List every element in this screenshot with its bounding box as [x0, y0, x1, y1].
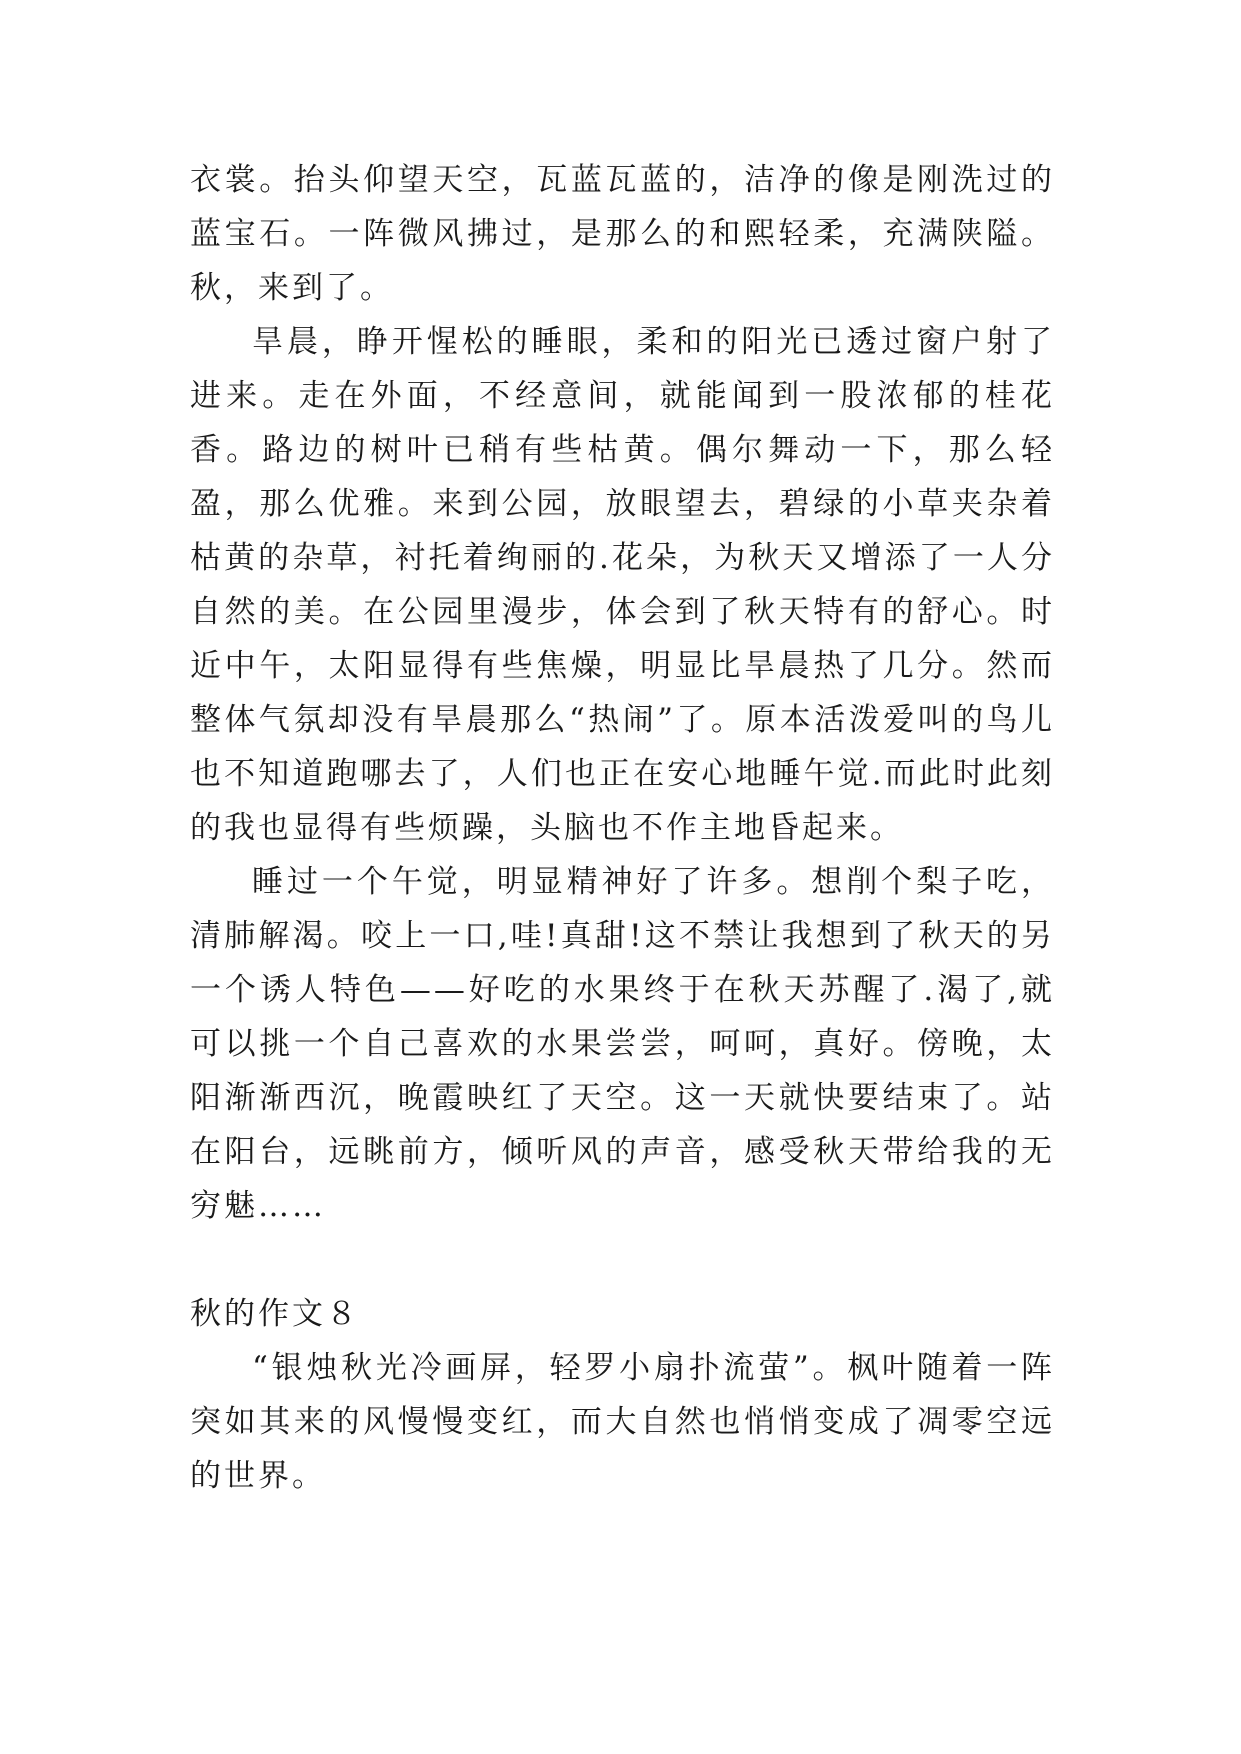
paragraph-afternoon-evening: 睡过一个午觉，明显精神好了许多。想削个梨子吃，清肺解渴。咬上一口,哇!真甜!这不禁让我想到了秋天的另一个诱人特色——好吃的水果终于在秋天苏醒了.渴了,就可以挑一个自己喜欢的水果尝尝，呵呵，真好。傍晚，太阳渐渐西沉，晚霞映红了天空。这一天就快要结束了。站在阳台，远眺前方，倾听风的声音，感受秋天带给我的无穷魅……	[190, 864, 1055, 1224]
paragraph-continuation: 衣裳。抬头仰望天空，瓦蓝瓦蓝的，洁净的像是刚洗过的蓝宝石。一阵微风拂过，是那么的和熙轻柔，充满陕隘。秋，来到了。	[190, 162, 1055, 306]
document-body	[190, 153, 1055, 1503]
section-heading: 秋的作文８	[190, 1296, 360, 1332]
paragraph-morning-noon: 旱晨，睁开惺松的睡眼，柔和的阳光已透过窗户射了进来。走在外面，不经意间，就能闻到一股浓郁的桂花香。路边的树叶已稍有些枯黄。偶尔舞动一下，那么轻盈，那么优雅。来到公园，放眼望去，碧绿的小草夹杂着枯黄的杂草，衬托着绚丽的.花朵，为秋天又增添了一人分自然的美。在公园里漫步，体会到了秋天特有的舒心。时近中午，太阳显得有些焦燥，明显比旱晨热了几分。然而整体气氛却没有旱晨那么“热闹”了。原本活泼爱叫的鸟儿也不知道跑哪去了，人们也正在安心地睡午觉.而此时此刻的我也显得有些烦躁，头脑也不作主地昏起来。	[190, 324, 1055, 846]
paragraph-essay-8-opening: “银烛秋光冷画屏，轻罗小扇扑流萤”。枫叶随着一阵突如其来的风慢慢变红，而大自然也悄悄变成了凋零空远的世界。	[190, 1350, 1055, 1494]
